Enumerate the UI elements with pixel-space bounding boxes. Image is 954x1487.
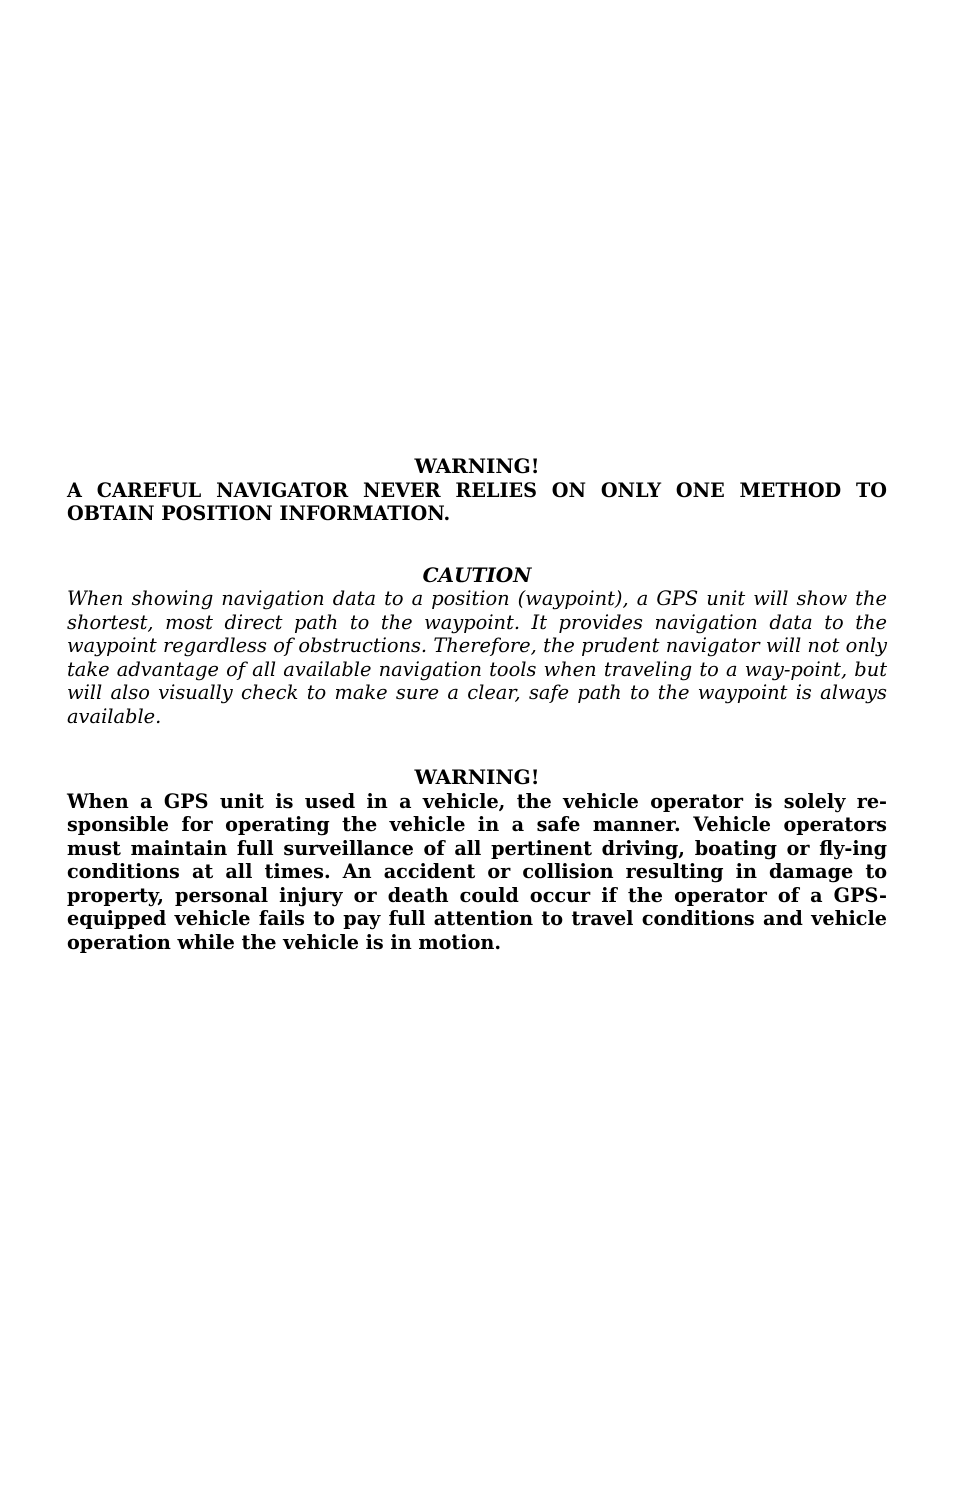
caution-section bbox=[67, 564, 887, 729]
warning-section-navigation bbox=[67, 455, 887, 526]
warning-text: When a GPS unit is used in a vehicle, the vehicle operator is solely re-sponsible for operating the vehicle in a safe manner. Vehicle operators must maintain full surveillance of all pertinent driving, boating or fly-ing conditions at all times. An accident or collision resulting in damage to property, personal injury or death could occur if the operator of a GPS-equipped vehicle fails to pay full attention to travel conditions and vehicle operation while the vehicle is in motion. bbox=[67, 789, 887, 954]
warning-text: A CAREFUL NAVIGATOR NEVER RELIES ON ONLY ONE METHOD TO OBTAIN POSITION INFORMATION. bbox=[67, 478, 887, 525]
caution-text: When showing navigation data to a position (waypoint), a GPS unit will show the shortest, most direct path to the waypoint. It provides navigation data to the waypoint regardless of obstructions. Therefore, the prudent navigator will not only take advantage of all available navigation tools when traveling to a way-point, but will also visually check to make sure a clear, safe path to the waypoint is always available. bbox=[67, 587, 887, 728]
warning-section-vehicle bbox=[67, 766, 887, 954]
caution-heading: CAUTION bbox=[422, 562, 532, 587]
warning-heading: WARNING! bbox=[414, 454, 540, 478]
warning-heading: WARNING! bbox=[414, 765, 540, 789]
document-page bbox=[67, 455, 887, 954]
